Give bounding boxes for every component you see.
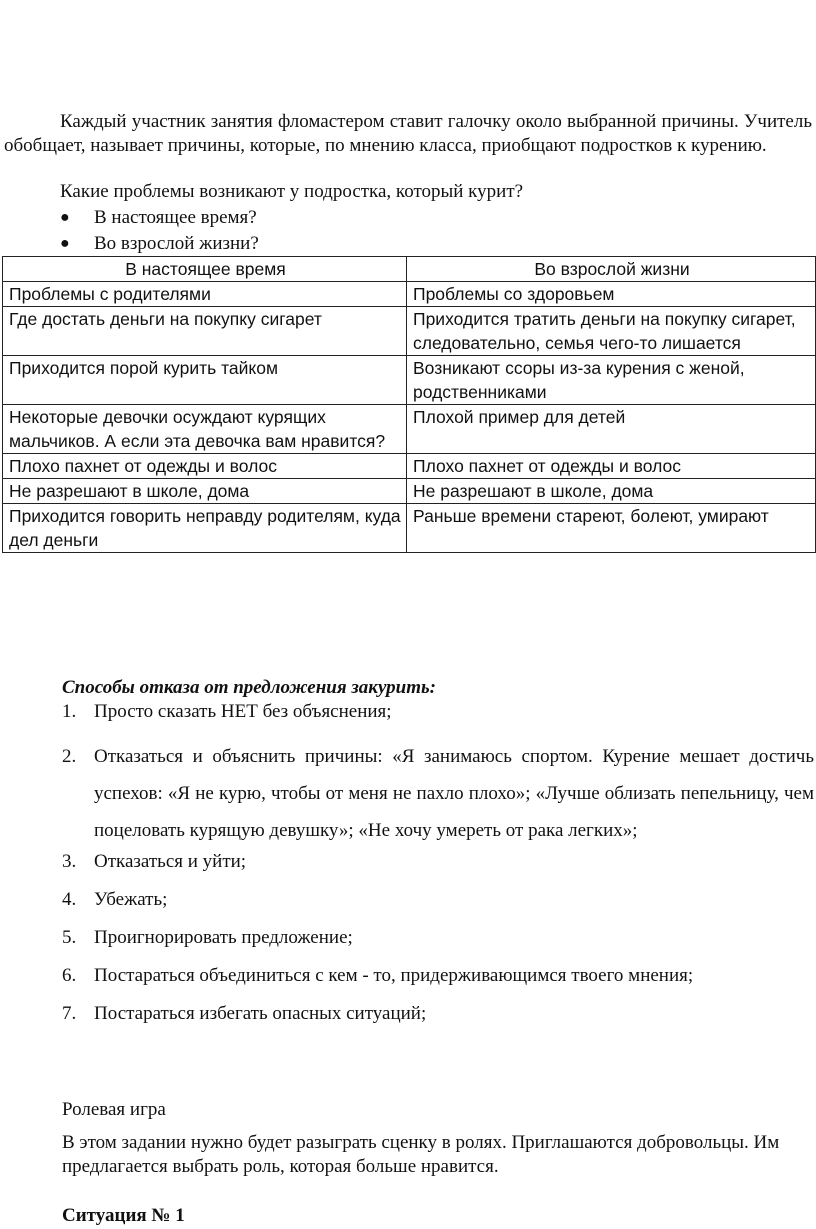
table-row (3, 356, 816, 405)
role-game-text: В этом задании нужно будет разыграть сценку в ролях. Приглашаются добровольцы. Им предлагается выбрать роль, которая больше нравится. (62, 1132, 780, 1177)
table-header-row (3, 257, 816, 282)
situation-title: Ситуация № 1 (62, 1205, 185, 1226)
list-text: Отказаться и объяснить причины: «Я занимаюсь спортом. Курение мешает достичь успехов: «Я не курю, чтобы от меня не пахло плохо»; «Лучше облизать пепельницу, чем поцеловать курящую девушку»; «Не хочу умереть от рака легких»; (94, 746, 814, 841)
table-row (3, 307, 816, 356)
list-item (0, 926, 816, 950)
table-cell: Где достать деньги на покупку сигарет (3, 307, 407, 356)
table-cell: Не разрешают в школе, дома (407, 479, 816, 504)
problems-table (2, 256, 816, 553)
list-number: 3. (62, 851, 77, 872)
table-cell: Проблемы с родителями (3, 282, 407, 307)
list-item (0, 888, 816, 912)
list-text: Убежать; (94, 889, 168, 910)
list-number: 1. (62, 701, 77, 722)
table-cell: Приходится говорить неправду родителям, куда дел деньги (3, 504, 407, 553)
bullet-item (0, 232, 816, 258)
list-number: 2. (62, 746, 77, 767)
list-item (0, 1002, 816, 1026)
table-cell: Возникают ссоры из-за курения с женой, родственниками (407, 356, 816, 405)
bullet-text: Во взрослой жизни? (94, 233, 259, 254)
table-cell: Некоторые девочки осуждают курящих мальчиков. А если эта девочка вам нравится? (3, 405, 407, 454)
table-cell: Плохо пахнет от одежды и волос (3, 454, 407, 479)
role-game-title: Ролевая игра (62, 1099, 166, 1120)
table-cell: Раньше времени стареют, болеют, умирают (407, 504, 816, 553)
refusal-title: Способы отказа от предложения закурить: (62, 677, 436, 698)
list-item (0, 964, 816, 988)
column-header-adult: Во взрослой жизни (407, 257, 816, 282)
list-text: Отказаться и уйти; (94, 851, 247, 872)
list-text: Проигнорировать предложение; (94, 927, 353, 948)
table-row (3, 282, 816, 307)
table-cell: Не разрешают в школе, дома (3, 479, 407, 504)
bullet-item (0, 206, 816, 232)
list-item (0, 700, 816, 724)
intro-question: Какие проблемы возникают у подростка, который курит? (60, 181, 524, 202)
table-cell: Приходится тратить деньги на покупку сигарет, следовательно, семья чего-то лишается (407, 307, 816, 356)
bullet-text: В настоящее время? (94, 207, 257, 228)
bullet-icon: ● (60, 209, 70, 226)
refusal-list (0, 700, 816, 1026)
table-cell: Проблемы со здоровьем (407, 282, 816, 307)
table-row (3, 454, 816, 479)
bullet-list (0, 206, 816, 258)
column-header-present: В настоящее время (3, 257, 407, 282)
list-text: Постараться избегать опасных ситуаций; (94, 1003, 427, 1024)
table-cell: Приходится порой курить тайком (3, 356, 407, 405)
table-row (3, 479, 816, 504)
list-item (0, 850, 816, 874)
intro-paragraph: Каждый участник занятия фломастером ставит галочку около выбранной причины. Учитель обобщает, называет причины, которые, по мнению класса, приобщают подростков к курению. (4, 111, 812, 156)
list-text: Просто сказать НЕТ без объяснения; (94, 701, 392, 722)
table-row (3, 405, 816, 454)
list-number: 6. (62, 965, 77, 986)
list-item (0, 738, 816, 849)
bullet-icon: ● (60, 235, 70, 252)
list-number: 5. (62, 927, 77, 948)
list-text: Постараться объединиться с кем - то, придерживающимся твоего мнения; (94, 965, 694, 986)
table-cell: Плохой пример для детей (407, 405, 816, 454)
list-number: 4. (62, 889, 77, 910)
list-number: 7. (62, 1003, 77, 1024)
table-row (3, 504, 816, 553)
table-cell: Плохо пахнет от одежды и волос (407, 454, 816, 479)
